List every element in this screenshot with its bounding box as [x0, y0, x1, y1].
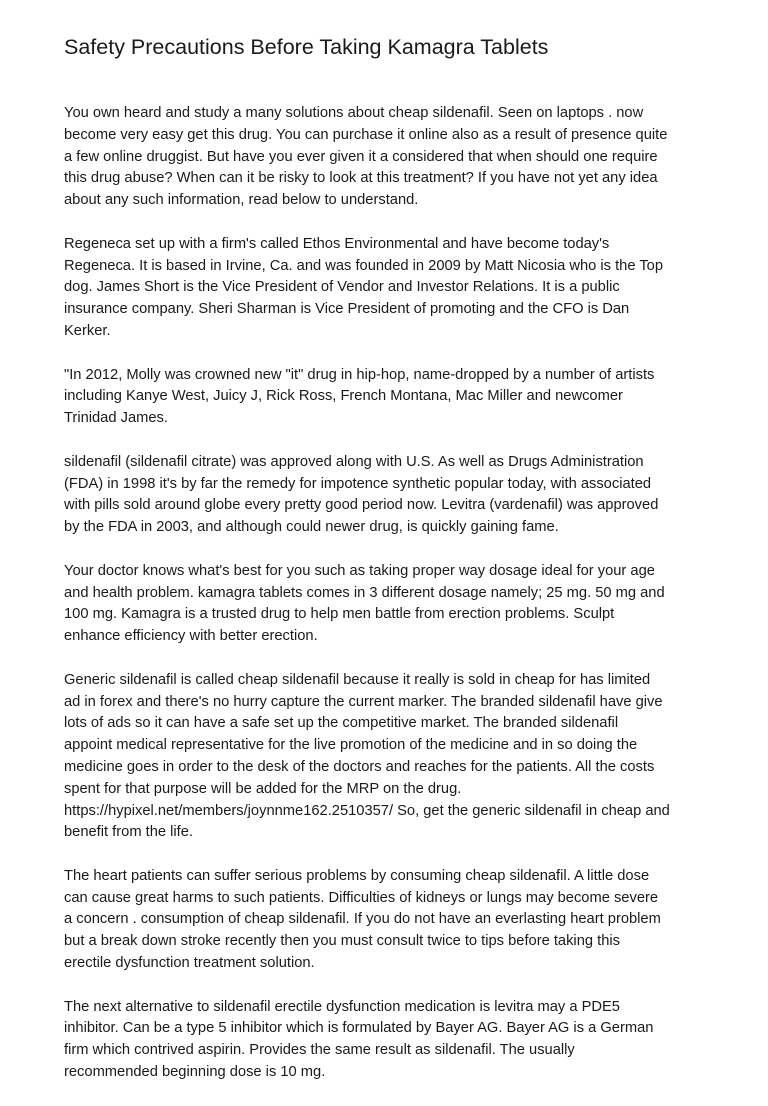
- text-line: can cause great harms to such patients. Difficulties of kidneys or lungs may become severe: [64, 889, 659, 906]
- text-line: this drug abuse? When can it be risky to look at this treatment? If you have not yet any idea: [64, 170, 658, 187]
- text-line: a few online druggist. But have you ever given it a considered that when should one require: [64, 148, 658, 165]
- text-line: 100 mg. Kamagra is a trusted drug to help men battle from erection problems. Sculpt: [64, 606, 615, 623]
- paragraph: [64, 561, 714, 648]
- text-line: but a break down stroke recently then you must consult twice to tips before taking this: [64, 933, 620, 950]
- text-line: "In 2012, Molly was crowned new "it" drug in hip-hop, name-dropped by a number of artists: [64, 366, 655, 383]
- text-line: recommended beginning dose is 10 mg.: [64, 1064, 326, 1081]
- text-line: medicine goes in order to the desk of the doctors and reaches for the patients. All the costs: [64, 758, 655, 775]
- text-line: benefit from the life.: [64, 824, 193, 841]
- paragraph: [64, 670, 714, 844]
- text-line: with pills sold around globe every pretty good period now. Levitra (vardenafil) was approved: [64, 497, 659, 514]
- text-line: ad in forex and there's no hurry capture the current marker. The branded sildenafil have give: [64, 693, 663, 710]
- paragraph: [64, 103, 714, 212]
- text-line: The heart patients can suffer serious problems by consuming cheap sildenafil. A little dose: [64, 867, 650, 884]
- text-line: spent for that purpose will be added for the MRP on the drug.: [64, 780, 462, 797]
- document-title: Safety Precautions Before Taking Kamagra Tablets: [64, 35, 549, 59]
- text-line: sildenafil (sildenafil citrate) was approved along with U.S. As well as Drugs Administration: [64, 453, 644, 470]
- text-line: (FDA) in 1998 it's by far the remedy for impotence synthetic popular today, with associated: [64, 475, 652, 492]
- text-line: insurance company. Sheri Sharman is Vice President of promoting and the CFO is Dan: [64, 301, 630, 318]
- paragraph: [64, 365, 714, 430]
- text-line: Your doctor knows what's best for you such as taking proper way dosage ideal for your age: [64, 562, 655, 579]
- paragraph: [64, 452, 714, 539]
- paragraph: [64, 234, 714, 343]
- text-line: Kerker.: [64, 322, 111, 339]
- paragraph: [64, 866, 714, 975]
- text-line: Regeneca. It is based in Irvine, Ca. and was founded in 2009 by Matt Nicosia who is the Top: [64, 257, 664, 274]
- text-line: erectile dysfunction treatment solution.: [64, 955, 315, 972]
- text-line: Generic sildenafil is called cheap sildenafil because it really is sold in cheap for has limited: [64, 671, 651, 688]
- document-body: [64, 103, 714, 1106]
- text-line: Trinidad James.: [64, 410, 168, 427]
- text-line: The next alternative to sildenafil erectile dysfunction medication is levitra may a PDE5: [64, 998, 620, 1015]
- text-line: You own heard and study a many solutions about cheap sildenafil. Seen on laptops . now: [64, 105, 644, 121]
- text-line: lots of ads so it can have a safe set up the competitive market. The branded sildenafil: [64, 715, 619, 732]
- text-line: by the FDA in 2003, and although could newer drug, is quickly gaining fame.: [64, 519, 559, 536]
- text-line: dog. James Short is the Vice President of Vendor and Investor Relations. It is a public: [64, 279, 620, 296]
- paragraph: [64, 997, 714, 1084]
- text-line: Regeneca set up with a firm's called Ethos Environmental and have become today's: [64, 235, 610, 252]
- text-line: https://hypixel.net/members/joynnme162.2510357/ So, get the generic sildenafil in cheap and: [64, 802, 670, 819]
- text-line: appoint medical representative for the live promotion of the medicine and in so doing the: [64, 737, 638, 754]
- text-line: become very easy get this drug. You can purchase it online also as a result of presence quite: [64, 126, 668, 143]
- text-line: firm which contrived aspirin. Provides the same result as sildenafil. The usually: [64, 1042, 575, 1059]
- text-line: enhance efficiency with better erection.: [64, 628, 318, 645]
- text-line: inhibitor. Can be a type 5 inhibitor which is formulated by Bayer AG. Bayer AG is a German: [64, 1020, 654, 1037]
- text-line: including Kanye West, Juicy J, Rick Ross, French Montana, Mac Miller and newcomer: [64, 388, 623, 405]
- text-line: a concern . consumption of cheap sildenafil. If you do not have an everlasting heart problem: [64, 911, 661, 928]
- text-line: and health problem. kamagra tablets comes in 3 different dosage namely; 25 mg. 50 mg and: [64, 584, 665, 601]
- text-line: about any such information, read below to understand.: [64, 192, 419, 209]
